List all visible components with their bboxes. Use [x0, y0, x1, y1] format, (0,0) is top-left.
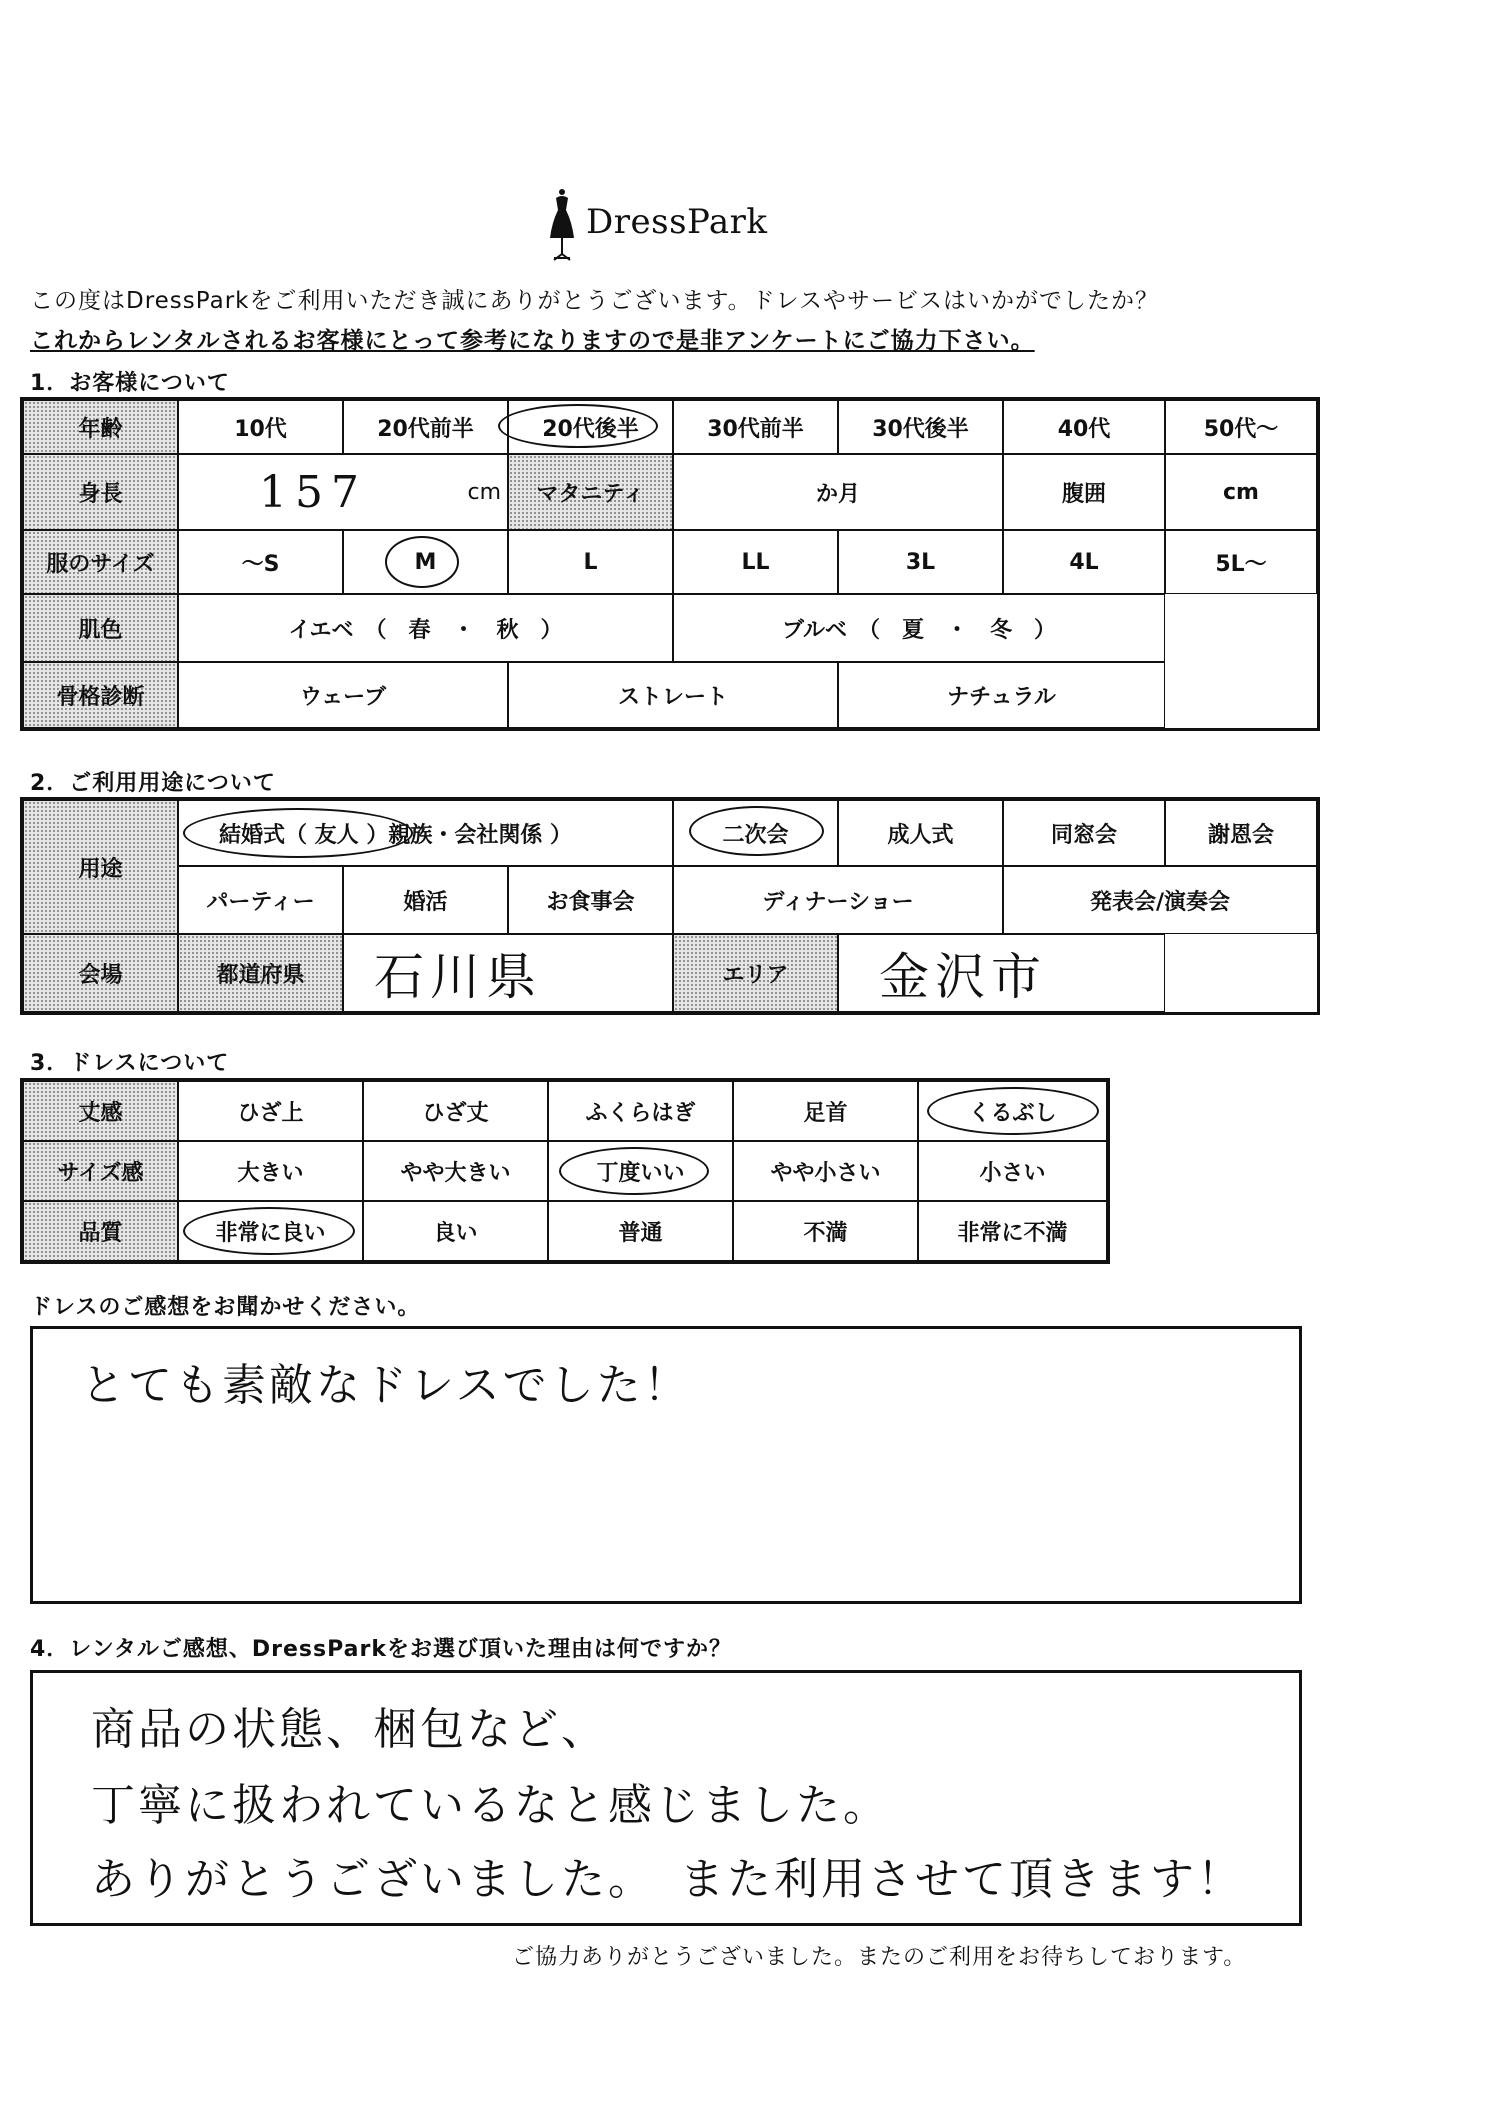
dress-comment-text: とても素敵なドレスでした！: [81, 1360, 691, 1411]
prefecture-field[interactable]: [343, 934, 673, 1012]
prefecture-value: 石川県: [374, 948, 542, 1006]
purpose-option[interactable]: ディナーショー: [673, 866, 1003, 934]
height-value: 157: [259, 466, 367, 518]
prefecture-label: 都道府県: [178, 934, 343, 1012]
section3-title: 3．ドレスについて: [30, 1051, 230, 1076]
length-label: 丈感: [23, 1081, 178, 1141]
purpose-option[interactable]: 発表会/演奏会: [1003, 866, 1317, 934]
quality-option[interactable]: 良い: [363, 1201, 548, 1261]
size-option[interactable]: L: [508, 530, 673, 594]
quality-option[interactable]: 普通: [548, 1201, 733, 1261]
venue-label: 会場: [23, 934, 178, 1012]
dress-comment-prompt: ドレスのご感想をお聞かせください。: [30, 1295, 421, 1320]
purpose-table: [20, 797, 1320, 1015]
dress-comment-box[interactable]: [30, 1326, 1302, 1604]
size-option[interactable]: 3L: [838, 530, 1003, 594]
purpose-option[interactable]: 二次会: [673, 800, 838, 866]
request-line: これからレンタルされるお客様にとって参考になりますので是非アンケートにご協力下さい。: [30, 328, 1035, 354]
fit-option[interactable]: やや小さい: [733, 1141, 918, 1201]
reason-line: ありがとうございました。 また利用させて頂きます！: [91, 1854, 1244, 1905]
selected-size-circle: [385, 536, 459, 588]
brand-name: DressPark: [586, 202, 768, 242]
selected-afterparty-circle: [689, 806, 824, 856]
section2-title: 2．ご利用用途について: [30, 771, 276, 796]
skin-label: 肌色: [23, 594, 178, 662]
size-option[interactable]: LL: [673, 530, 838, 594]
quality-option[interactable]: 不満: [733, 1201, 918, 1261]
purpose-option[interactable]: 成人式: [838, 800, 1003, 866]
reason-line: 商品の状態、梱包など、: [91, 1704, 608, 1755]
length-option[interactable]: くるぶし: [918, 1081, 1107, 1141]
size-option[interactable]: M: [343, 530, 508, 594]
height-label: 身長: [23, 454, 178, 530]
fit-option[interactable]: やや大きい: [363, 1141, 548, 1201]
frame-option[interactable]: ストレート: [508, 662, 838, 728]
length-option[interactable]: 足首: [733, 1081, 918, 1141]
height-cell[interactable]: [178, 454, 508, 530]
age-label: 年齢: [23, 400, 178, 454]
maternity-label: マタニティ: [508, 454, 673, 530]
dresspark-logo: [544, 188, 784, 268]
length-option[interactable]: ふくらはぎ: [548, 1081, 733, 1141]
month-unit: か月: [815, 481, 860, 507]
dress-table: [20, 1078, 1110, 1264]
quality-option[interactable]: 非常に良い: [178, 1201, 363, 1261]
age-option[interactable]: 50代〜: [1165, 400, 1317, 454]
fit-label: サイズ感: [23, 1141, 178, 1201]
age-option[interactable]: 30代後半: [838, 400, 1003, 454]
selected-quality-circle: [183, 1207, 355, 1255]
fit-option[interactable]: 丁度いい: [548, 1141, 733, 1201]
skin-yellow[interactable]: イエベ （ 春 ・ 秋 ）: [178, 594, 673, 662]
fit-option[interactable]: 大きい: [178, 1141, 363, 1201]
age-option[interactable]: 10代: [178, 400, 343, 454]
reason-comment-box[interactable]: [30, 1670, 1302, 1926]
size-label: 服のサイズ: [23, 530, 178, 594]
section4-title: 4．レンタルご感想、DressParkをお選び頂いた理由は何ですか？: [30, 1637, 732, 1662]
frame-label: 骨格診断: [23, 662, 178, 728]
quality-option[interactable]: 非常に不満: [918, 1201, 1107, 1261]
length-option[interactable]: ひざ上: [178, 1081, 363, 1141]
size-option[interactable]: 4L: [1003, 530, 1165, 594]
maternity-cell[interactable]: [673, 454, 1003, 530]
skin-blue[interactable]: ブルベ （ 夏 ・ 冬 ）: [673, 594, 1165, 662]
selected-wedding-circle: [183, 808, 413, 858]
footer-thanks: ご協力ありがとうございました。またのご利用をお待ちしております。: [512, 1945, 1247, 1970]
frame-option[interactable]: ウェーブ: [178, 662, 508, 728]
purpose-option[interactable]: 同窓会: [1003, 800, 1165, 866]
selected-age-circle: [498, 404, 658, 448]
height-unit: cm: [467, 479, 501, 505]
frame-option[interactable]: ナチュラル: [838, 662, 1165, 728]
customer-table: [20, 397, 1320, 731]
fit-option[interactable]: 小さい: [918, 1141, 1107, 1201]
dress-form-icon: [544, 188, 580, 264]
age-option[interactable]: 20代後半: [508, 400, 673, 454]
waist-unit[interactable]: cm: [1165, 454, 1317, 530]
length-option[interactable]: ひざ丈: [363, 1081, 548, 1141]
thanks-line: この度はDressParkをご利用いただき誠にありがとうございます。ドレスやサービスはいかがでしたか？: [30, 288, 1159, 314]
section1-title: 1．お客様について: [30, 371, 230, 396]
area-value: 金沢市: [879, 948, 1047, 1006]
purpose-option[interactable]: 婚活: [343, 866, 508, 934]
selected-fit-circle: [559, 1147, 709, 1195]
purpose-option[interactable]: 謝恩会: [1165, 800, 1317, 866]
purpose-option[interactable]: お食事会: [508, 866, 673, 934]
age-option[interactable]: 30代前半: [673, 400, 838, 454]
area-field[interactable]: [838, 934, 1165, 1012]
area-label: エリア: [673, 934, 838, 1012]
quality-label: 品質: [23, 1201, 178, 1261]
age-option[interactable]: 40代: [1003, 400, 1165, 454]
size-option[interactable]: 〜S: [178, 530, 343, 594]
reason-line: 丁寧に扱われているなと感じました。: [91, 1780, 890, 1831]
selected-length-circle: [927, 1087, 1099, 1135]
purpose-option[interactable]: パーティー: [178, 866, 343, 934]
age-option[interactable]: 20代前半: [343, 400, 508, 454]
purpose-label: 用途: [23, 800, 178, 934]
size-option[interactable]: 5L〜: [1165, 530, 1317, 594]
waist-label: 腹囲: [1003, 454, 1165, 530]
wedding-option[interactable]: 結婚式（ 友人 ）親族・会社関係 ）: [178, 800, 673, 866]
